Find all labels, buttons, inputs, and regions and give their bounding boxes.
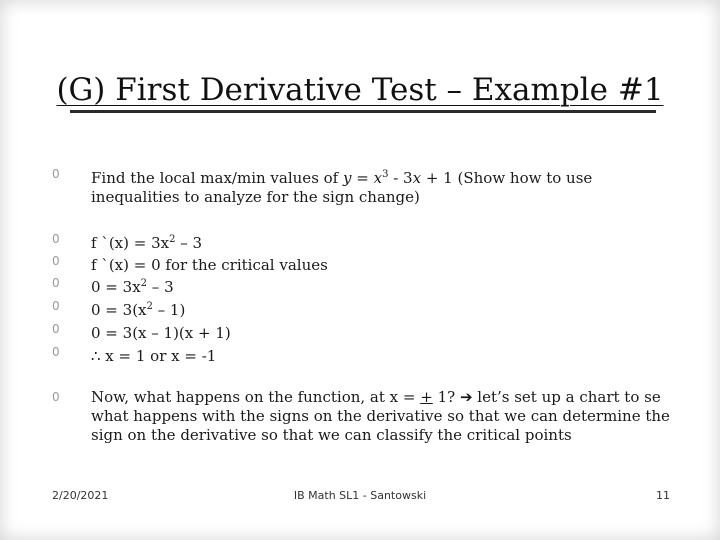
intro-bullet bbox=[52, 165, 671, 207]
step-bullet: 0 ∴ x = 1 or x = -1 bbox=[52, 345, 217, 365]
bullet-marker: 0 bbox=[52, 299, 60, 313]
intro-text: Find the local max/min values of $y = x^3 - 3x + 1$ (Show how to use inequalities to analyze for the sign change) bbox=[91, 169, 593, 206]
bullet-marker: 0 bbox=[52, 276, 60, 290]
bullet-marker: 0 bbox=[52, 390, 60, 404]
step-bullet: 0 $0 = 3(x^2 - 1)$ bbox=[52, 299, 186, 319]
bullet-marker: 0 bbox=[52, 322, 60, 336]
bullet-marker: 0 bbox=[52, 167, 60, 181]
step-bullet: 0 $0 = 3x^2 - 3$ bbox=[52, 276, 174, 296]
arrow-right-icon: ➔ bbox=[459, 388, 473, 406]
slide-number: 11 bbox=[656, 489, 670, 502]
slide-title: (G) First Derivative Test – Example #1 bbox=[56, 72, 664, 108]
step-bullet: 0 0 = 3(x – 1)(x + 1) bbox=[52, 322, 231, 342]
closing-text: Now, what happens on the function, at x = + 1? ➔ let’s set up a chart to se what happens with the signs on the derivative so that we can determine the sign on the derivative so that we can classify the critical points bbox=[91, 388, 670, 444]
footer-date: 2/20/2021 bbox=[52, 489, 109, 502]
bullet-marker: 0 bbox=[52, 254, 60, 268]
bullet-marker: 0 bbox=[52, 232, 60, 246]
step-bullet: 0 f `(x) = 0 for the critical values bbox=[52, 254, 328, 274]
closing-bullet bbox=[52, 388, 671, 445]
step-bullet: 0 f `(x) = $3x^2 - 3$ bbox=[52, 232, 203, 252]
bullet-marker: 0 bbox=[52, 345, 60, 359]
title-underline-rule bbox=[70, 110, 656, 113]
footer-center-text: IB Math SL1 - Santowski bbox=[293, 489, 427, 502]
